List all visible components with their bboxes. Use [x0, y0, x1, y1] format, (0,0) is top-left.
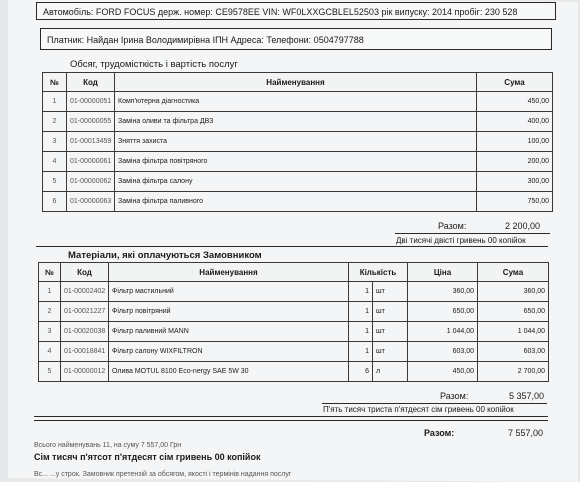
- row-quantity: 1: [349, 342, 373, 362]
- row-code: 01-00020038: [61, 322, 109, 342]
- row-name: Олива MOTUL 8100 Eco-nergy SAE 5W 30: [109, 362, 349, 382]
- grand-divider-2: [34, 420, 548, 421]
- row-number: 2: [39, 302, 61, 322]
- col-header-quantity: Кількість: [349, 263, 408, 282]
- row-name: Заміна фільтра повітряного: [115, 152, 477, 172]
- table-row: [43, 132, 553, 152]
- vehicle-info-line: Автомобіль: FORD FOCUS держ. номер: СЕ9578ЕЕ VIN: WF0LXXGCBLEL52503 рік випуску: 2014 пробіг: 230 528: [36, 2, 556, 20]
- row-code: 01-00000055: [67, 112, 115, 132]
- row-unit: шт: [373, 342, 408, 362]
- row-code: 01-00000062: [67, 172, 115, 192]
- col-header-sum: Сума: [477, 73, 553, 92]
- row-price: 603,00: [408, 342, 478, 362]
- row-number: 1: [39, 282, 61, 302]
- table-row: [43, 92, 553, 112]
- row-code: 01-00002402: [61, 282, 109, 302]
- row-number: 2: [43, 112, 67, 132]
- row-name: Заміна фільтра паливного: [115, 192, 477, 212]
- col-header-code: Код: [67, 73, 115, 92]
- row-number: 3: [43, 132, 67, 152]
- row-code: 01-00018841: [61, 342, 109, 362]
- row-sum: 750,00: [477, 192, 553, 212]
- row-code: 01-00000061: [67, 152, 115, 172]
- section-divider: [36, 246, 548, 247]
- col-header-price: Ціна: [408, 263, 478, 282]
- row-quantity: 1: [349, 322, 373, 342]
- materials-total-words: П'ять тисяч триста п'ятдесят сім гривень 00 копійок: [323, 405, 514, 414]
- row-name: Фільтр мастильний: [109, 282, 349, 302]
- row-sum: 400,00: [477, 112, 553, 132]
- services-section-title: Обсяг, трудомісткість і вартість послуг: [70, 59, 238, 70]
- col-header-number: №: [39, 263, 61, 282]
- row-code: 01-00021227: [61, 302, 109, 322]
- grand-total-value: 7 557,00: [508, 428, 544, 438]
- row-number: 3: [39, 322, 61, 342]
- row-name: Фільтр салону WIXFILTRON: [109, 342, 349, 362]
- services-table: [42, 72, 553, 212]
- row-number: 1: [43, 92, 67, 112]
- row-sum: 1 044,00: [478, 322, 549, 342]
- row-number: 5: [39, 362, 61, 382]
- grand-divider-1: [34, 416, 548, 417]
- table-row: [43, 112, 553, 132]
- row-name: Фільтр повітряний: [109, 302, 349, 322]
- grand-total-words: Сім тисяч п'ятсот п'ятдесят сім гривень 00 копійок: [34, 452, 261, 462]
- row-sum: 360,00: [478, 282, 549, 302]
- table-row: [43, 152, 553, 172]
- materials-table: [38, 262, 549, 382]
- row-name: Фільтр паливний MANN: [109, 322, 349, 342]
- table-row: [39, 322, 549, 342]
- row-code: 01-00000012: [61, 362, 109, 382]
- row-name: Заміна фільтра салону: [115, 172, 477, 192]
- row-sum: 450,00: [477, 92, 553, 112]
- row-unit: шт: [373, 282, 408, 302]
- table-row: [39, 302, 549, 322]
- row-sum: 603,00: [478, 342, 549, 362]
- row-name: Зняття захиста: [115, 132, 477, 152]
- col-header-name: Найменування: [115, 73, 477, 92]
- table-row: [39, 362, 549, 382]
- row-price: 450,00: [408, 362, 478, 382]
- materials-total-underline: [322, 403, 547, 404]
- table-row: [43, 172, 553, 192]
- row-sum: 100,00: [477, 132, 553, 152]
- row-code: 01-00013459: [67, 132, 115, 152]
- row-unit: л: [373, 362, 408, 382]
- row-quantity: 6: [349, 362, 373, 382]
- col-header-code: Код: [61, 263, 109, 282]
- row-number: 6: [43, 192, 67, 212]
- row-code: 01-00000051: [67, 92, 115, 112]
- row-code: 01-00000063: [67, 192, 115, 212]
- col-header-name: Найменування: [109, 263, 349, 282]
- materials-total-label: Разом:: [440, 391, 469, 401]
- row-number: 4: [43, 152, 67, 172]
- table-row: [43, 192, 553, 212]
- row-quantity: 1: [349, 282, 373, 302]
- row-quantity: 1: [349, 302, 373, 322]
- row-price: 360,00: [408, 282, 478, 302]
- terms-note: Вс... ...у строк. Замовник претензій за обсягом, якості і термінів надання послуг: [34, 471, 292, 478]
- table-row: [39, 282, 549, 302]
- row-sum: 300,00: [477, 172, 553, 192]
- row-number: 5: [43, 172, 67, 192]
- row-sum: 2 700,00: [478, 362, 549, 382]
- materials-total-value: 5 357,00: [509, 391, 545, 401]
- row-sum: 200,00: [477, 152, 553, 172]
- row-name: Комп'ютерна діагностика: [115, 92, 477, 112]
- materials-section-title: Матеріали, які оплачуються Замовником: [68, 250, 262, 261]
- row-sum: 650,00: [478, 302, 549, 322]
- row-unit: шт: [373, 322, 408, 342]
- services-total-value: 2 200,00: [505, 221, 541, 231]
- services-total-words: Дві тисячі двісті гривень 00 копійок: [396, 236, 526, 245]
- services-total-label: Разом:: [438, 221, 467, 231]
- row-name: Заміна оливи та фільтра ДВЗ: [115, 112, 477, 132]
- row-price: 1 044,00: [408, 322, 478, 342]
- services-total-underline: [395, 233, 550, 234]
- items-count-line: Всього найменувань 11, на суму 7 557,00 Грн: [34, 442, 182, 449]
- col-header-number: №: [43, 73, 67, 92]
- col-header-sum: Сума: [478, 263, 549, 282]
- row-price: 650,00: [408, 302, 478, 322]
- grand-total-label: Разом:: [424, 428, 455, 438]
- payer-info-line: Платник: Найдан Ірина Володимирівна ІПН Адреса: Телефони: 0504797788: [40, 28, 552, 50]
- row-number: 4: [39, 342, 61, 362]
- table-row: [39, 342, 549, 362]
- row-unit: шт: [373, 302, 408, 322]
